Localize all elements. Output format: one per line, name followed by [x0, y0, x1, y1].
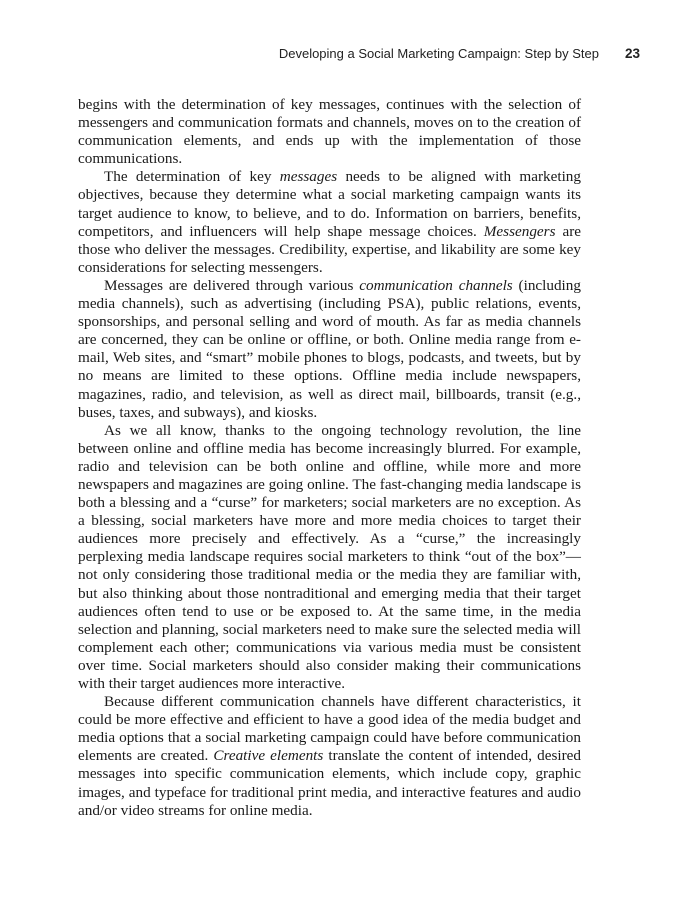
paragraph-text: The determination of key — [104, 168, 280, 186]
running-header — [0, 46, 640, 61]
paragraph-text: are those who deliver the messages. Credibility, expertise, and likability are some key considerations for selecting messengers. — [78, 222, 581, 276]
italic-term-communication-channels: communication channels — [359, 276, 513, 294]
italic-term-messengers: Messengers — [483, 222, 556, 240]
page-number: 23 — [624, 46, 640, 61]
paragraph-text: needs to be aligned with marketing objectives, because they determine what a social marketing campaign wants its target audience to know, to believe, and to do. Information on barriers, benefits, competitors, and influencers will help shape message choices. — [78, 168, 581, 240]
paragraph-1 — [78, 96, 581, 168]
paragraph-2 — [78, 168, 581, 277]
paragraph-text: (including media channels), such as advertising (including PSA), public relations, events, sponsorships, and personal selling and word of mouth. As far as media channels are concerned, they can be online or offline, or both. Online media range from e-mail, Web sites, and “smart” mobile phones to blogs, podcasts, and tweets, but by no means are limited to these options. Offline media include newspapers, magazines, radio, and television, as well as direct mail, billboards, transit (e.g., buses, taxes, and subways), and kiosks. — [78, 276, 581, 421]
running-title: Developing a Social Marketing Campaign: Step by Step — [278, 46, 599, 61]
paragraph-text: Messages are delivered through various — [104, 276, 360, 294]
paragraph-3 — [78, 277, 581, 422]
paragraph-4 — [78, 422, 581, 693]
paragraph-text: As we all know, thanks to the ongoing technology revolution, the line between online and offline media has become increasingly blurred. For example, radio and television can be both online and offline, while more and more newspapers and magazines are going online. The fast-changing media landscape is both a blessing and a “curse” for marketers; social marketers are no exception. As a blessing, social marketers have more and more media choices to target their audiences more precisely and effectively. As a “curse,” the increasingly perplexing media landscape requires social marketers to think “out of the box”—not only considering those traditional media or the media they are familiar with, but also thinking about those nontraditional and emerging media that their target audiences often tend to use or be exposed to. At the same time, in the media selection and planning, social marketers need to make sure the selected media will complement each other; communications via various media must be consistent over time. Social marketers should also consider making their communications with their target audiences more interactive. — [78, 421, 581, 692]
paragraph-5 — [78, 693, 581, 820]
body-text — [78, 96, 581, 820]
paragraph-text: begins with the determination of key messages, continues with the selection of messengers and communication formats and channels, moves on to the creation of communication elements, and ends up with the implementation of those communications. — [78, 96, 581, 168]
italic-term-messages: messages — [279, 168, 338, 186]
paragraph-text: translate the content of intended, desired messages into specific communication elements, which include copy, graphic images, and typeface for traditional print media, and interactive features and audio and/or video streams for online media. — [78, 747, 581, 819]
italic-term-creative-elements: Creative elements — [213, 747, 324, 765]
paragraph-text: Because different communication channels have different characteristics, it could be more effective and efficient to have a good idea of the media budget and media options that a social marketing campaign could have before communication elements are created. — [78, 693, 581, 765]
